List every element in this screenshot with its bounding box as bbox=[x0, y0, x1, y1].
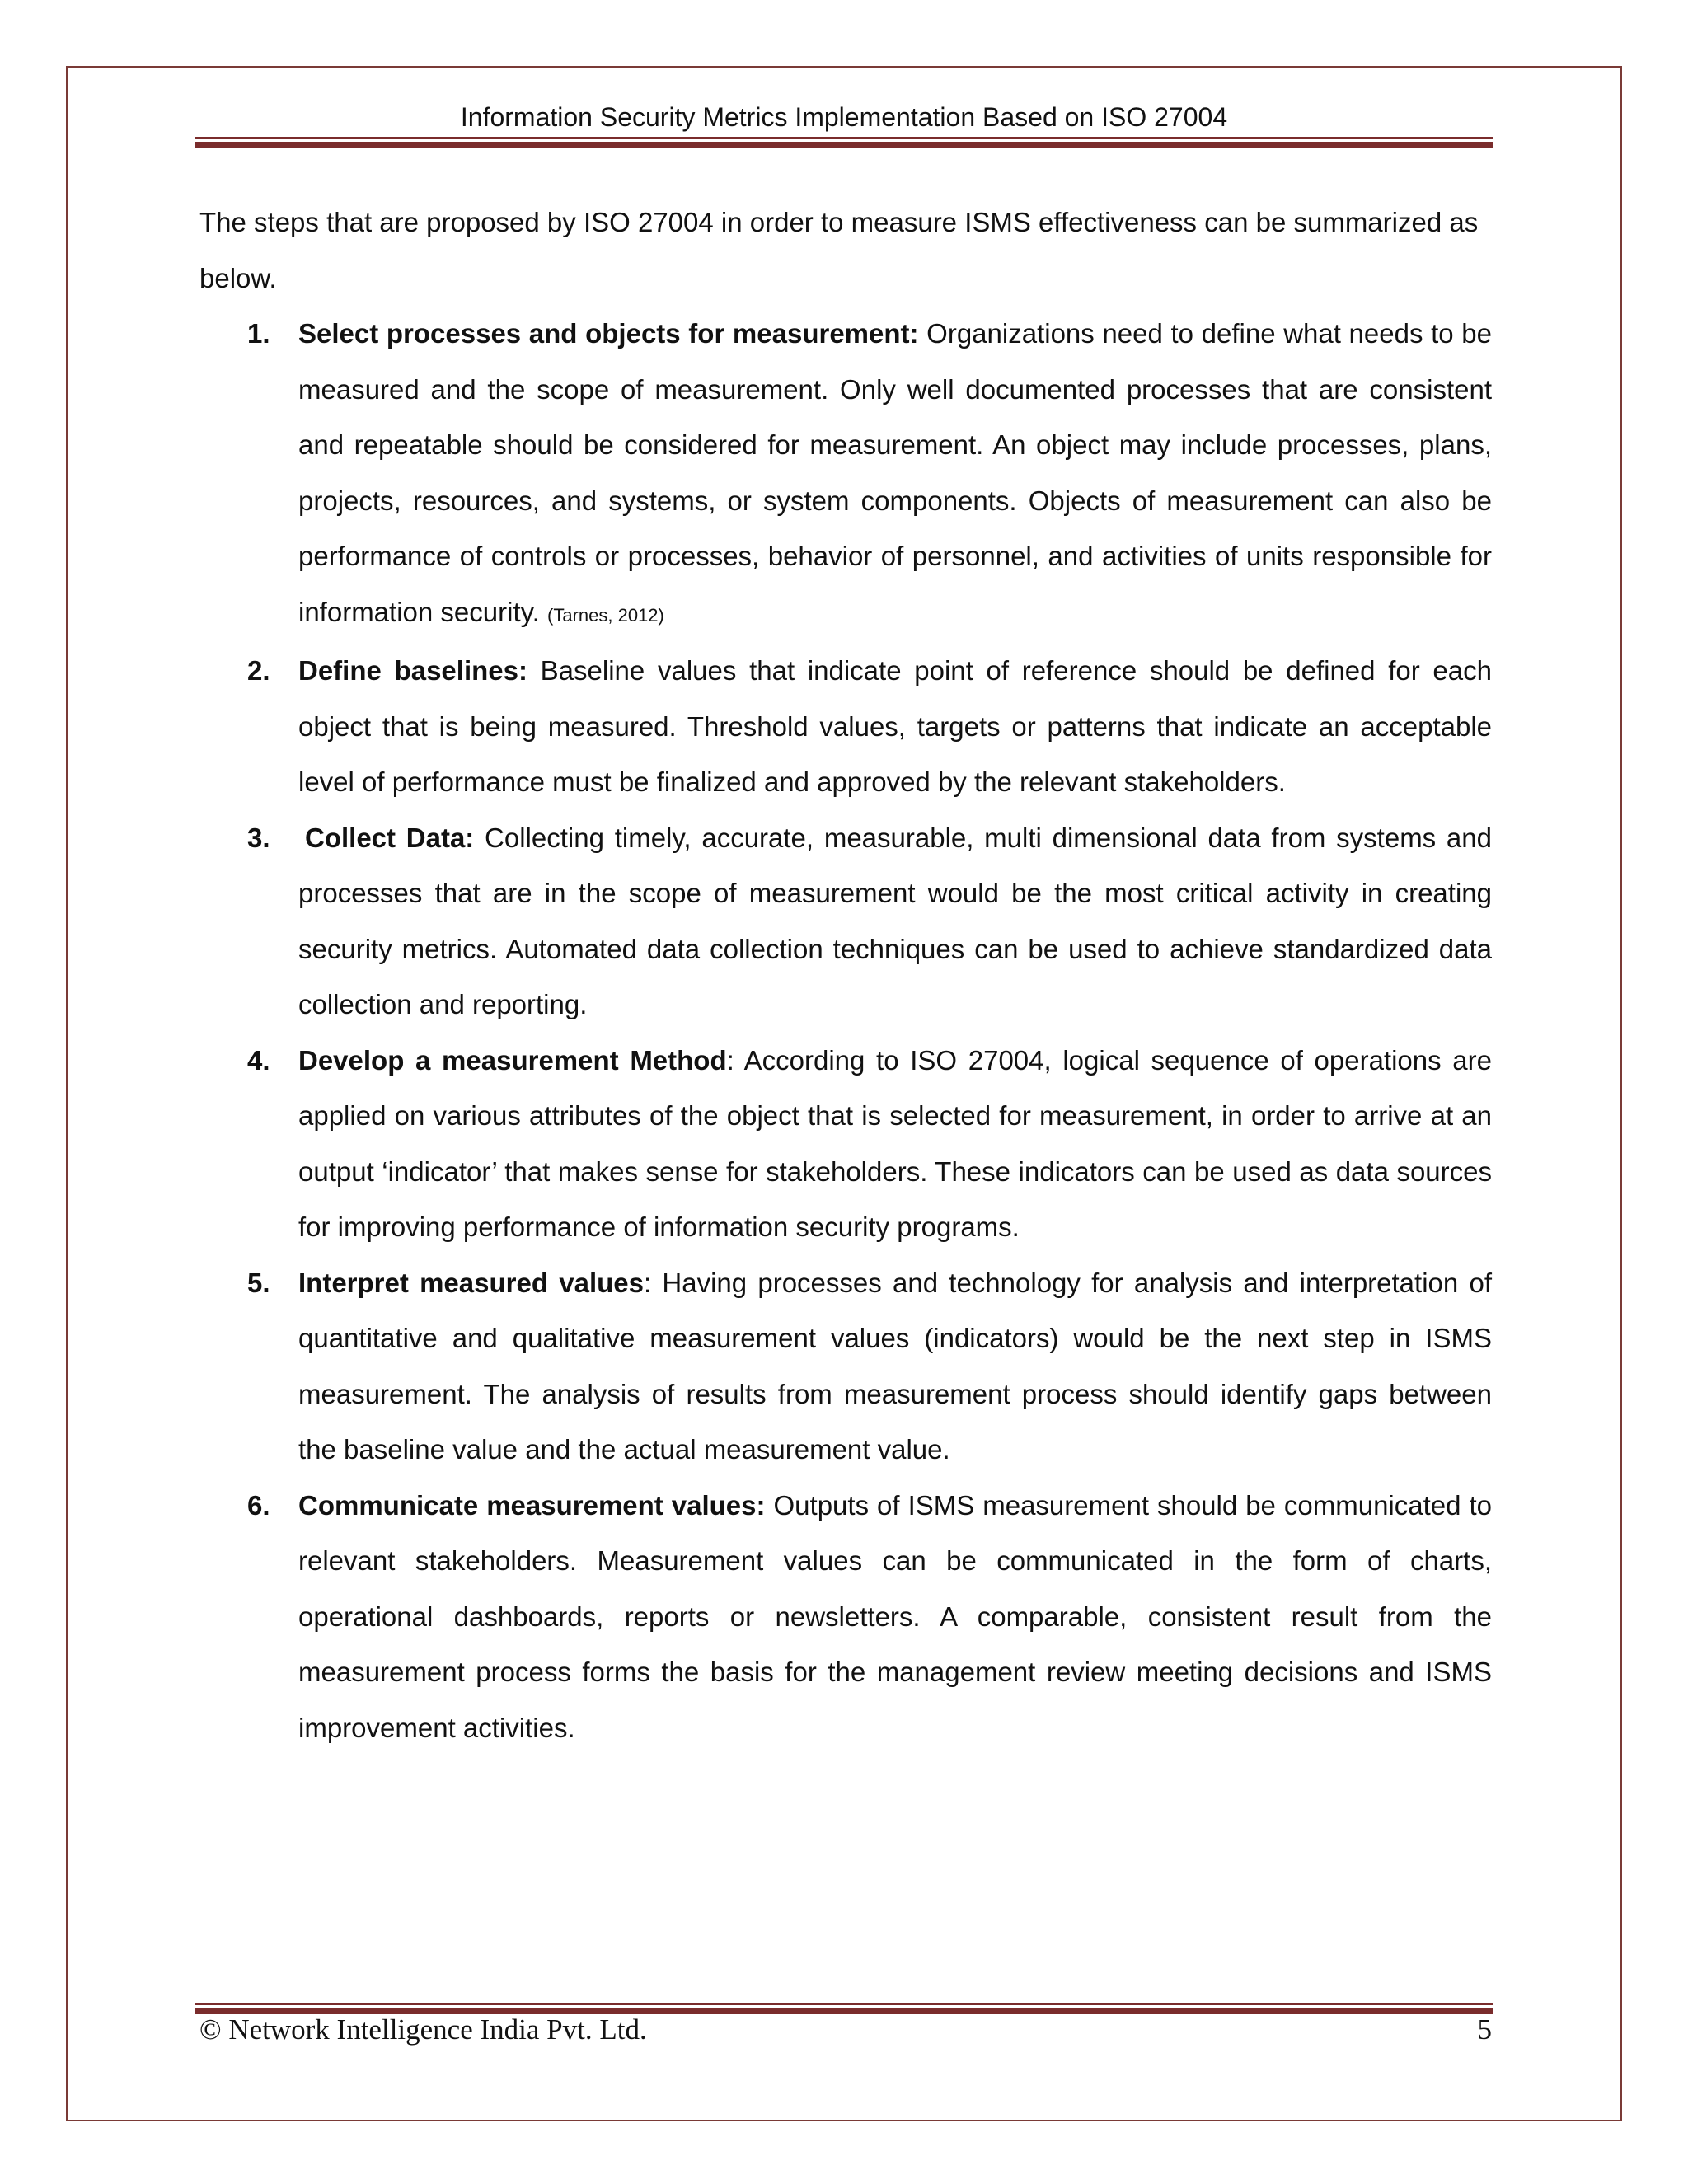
header-rule bbox=[195, 137, 1493, 148]
step-title: Select processes and objects for measurement: bbox=[298, 318, 919, 349]
step-title: Collect Data: bbox=[305, 822, 475, 853]
page-body bbox=[199, 194, 1492, 1755]
step-number: 4. bbox=[247, 1044, 270, 1076]
step-number: 1. bbox=[247, 318, 270, 349]
step-text: Outputs of ISMS measurement should be communicated to relevant stakeholders. Measurement values can be communicated in the form of charts, operational dashboards, reports or newsletters. A comparable, consistent result from the measurement process forms the basis for the management review meeting decisions and ISMS improvement activities. bbox=[298, 1489, 1493, 1743]
step-text: Baseline values that indicate point of reference should be defined for each object that is being measured. Threshold values, targets or patterns that indicate an acceptable level of performance must be finalized and approved by the relevant stakeholders. bbox=[298, 655, 1492, 797]
list-item bbox=[199, 306, 1492, 643]
running-header: Information Security Metrics Implementation Based on ISO 27004 bbox=[460, 102, 1228, 132]
step-number: 5. bbox=[247, 1267, 270, 1298]
step-number: 6. bbox=[247, 1489, 270, 1521]
steps-list bbox=[199, 306, 1492, 1755]
list-item bbox=[199, 1033, 1492, 1255]
step-number: 2. bbox=[247, 655, 270, 686]
list-item bbox=[199, 643, 1492, 810]
step-text: Collecting timely, accurate, measurable, multi dimensional data from systems and processes that are in the scope of measurement would be the most critical activity in creating security metrics. Automated data collection techniques can be used to achieve standardized data collection and reporting. bbox=[298, 822, 1492, 1019]
step-title: Develop a measurement Method bbox=[298, 1044, 727, 1076]
step-text: Organizations need to define what needs to be measured and the scope of measurement. Only well documented processes that are consistent and repeatable should be considered for measurement. An object may include processes, plans, projects, resources, and systems, or system components. Objects of measurement can also be performance of controls or processes, behavior of personnel, and activities of units responsible for information security. bbox=[298, 318, 1492, 627]
step-title: Define baselines: bbox=[298, 655, 528, 686]
list-item bbox=[199, 1478, 1492, 1756]
step-title: Communicate measurement values: bbox=[298, 1489, 766, 1521]
step-text: : Having processes and technology for analysis and interpretation of quantitative and qualitative measurement values (indicators) would be the next step in ISMS measurement. The analysis of results from measurement process should identify gaps between the baseline value and the actual measurement value. bbox=[298, 1267, 1493, 1465]
footer-copyright: © Network Intelligence India Pvt. Ltd. bbox=[199, 2013, 647, 2046]
step-text: : According to ISO 27004, logical sequence of operations are applied on various attributes of the object that is selected for measurement, in order to arrive at an output ‘indicator’ that makes sense for stakeholders. These indicators can be used as data sources for improving performance of information security programs. bbox=[298, 1044, 1492, 1242]
citation: (Tarnes, 2012) bbox=[547, 604, 664, 626]
list-item bbox=[199, 1255, 1492, 1478]
list-item bbox=[199, 810, 1492, 1033]
page-number: 5 bbox=[1477, 2013, 1492, 2046]
intro-paragraph: The steps that are proposed by ISO 27004 in order to measure ISMS effectiveness can be summarized as below. bbox=[199, 207, 1479, 293]
step-title: Interpret measured values bbox=[298, 1267, 644, 1298]
step-number: 3. bbox=[247, 822, 270, 853]
